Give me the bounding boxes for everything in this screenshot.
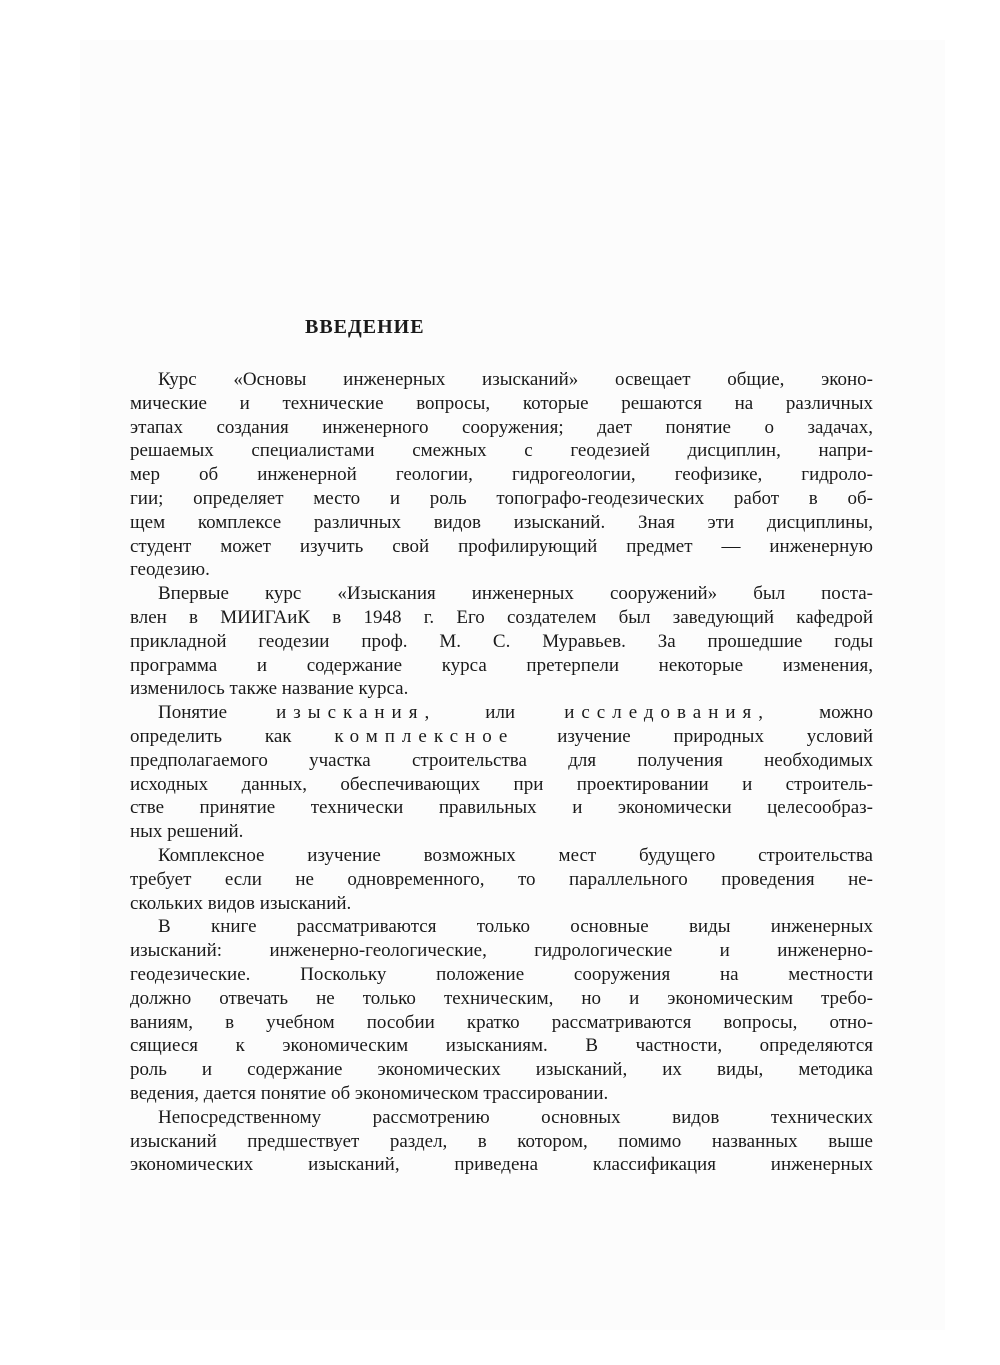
text-segment: изменилось также название курса. <box>130 678 409 700</box>
text-segment: предполагаемого участка строительства для получения необходимых <box>130 749 873 771</box>
text-segment: мер об инженерной геологии, гидрогеологии, геофизике, гидроло- <box>130 464 873 486</box>
emphasized-term: комплексное <box>334 725 515 747</box>
text-line <box>130 416 873 440</box>
text-segment: решаемых специалистами смежных с геодезией дисциплин, напри- <box>130 440 873 462</box>
text-segment: программа и содержание курса претерпели некоторые изменения, <box>130 654 873 676</box>
text-line <box>130 820 873 844</box>
text-line <box>130 439 873 463</box>
text-segment: исходных данных, обеспечивающих при проектировании и строитель- <box>130 773 873 795</box>
text-line <box>130 1130 873 1154</box>
text-line <box>130 582 873 606</box>
text-line <box>130 463 873 487</box>
body-text <box>130 368 873 1177</box>
text-line <box>130 535 873 559</box>
text-segment: Курс «Основы инженерных изысканий» освещает общие, эконо- <box>158 369 873 390</box>
text-segment: определить как <box>130 725 335 747</box>
text-line <box>130 915 873 939</box>
text-segment: изысканий предшествует раздел, в котором, помимо названных выше <box>130 1130 873 1152</box>
text-line <box>130 1153 873 1177</box>
text-segment: влен в МИИГАиК в 1948 г. Его создателем был заведующий кафедрой <box>130 606 873 628</box>
text-segment: роль и содержание экономических изысканий, их виды, методика <box>130 1059 873 1081</box>
text-line <box>130 701 873 725</box>
text-line <box>130 654 873 678</box>
text-segment: скольких видов изысканий. <box>130 892 352 914</box>
text-segment: должно отвечать не только техническим, но и экономическим требо- <box>130 987 873 1009</box>
text-line <box>130 1058 873 1082</box>
text-line <box>130 511 873 535</box>
text-segment: требует если не одновременного, то параллельного проведения не- <box>130 868 873 890</box>
emphasized-term: исследования, <box>564 702 771 724</box>
text-line <box>130 606 873 630</box>
text-segment: геодезические. Поскольку положение сооружения на местности <box>130 963 873 985</box>
text-segment: изысканий: инженерно-геологические, гидрологические и инженерно- <box>130 940 873 962</box>
text-line <box>130 1082 873 1106</box>
text-segment: стве принятие технически правильных и экономически целесообраз- <box>130 797 873 819</box>
text-line <box>130 1034 873 1058</box>
text-segment: можно <box>770 702 873 724</box>
text-line <box>130 796 873 820</box>
text-segment: изучение природных условий <box>514 725 873 747</box>
text-segment: гии; определяет место и роль топографо-геодезических работ в об- <box>130 487 873 509</box>
text-segment: ваниям, в учебном пособии кратко рассматриваются вопросы, отно- <box>130 1011 873 1033</box>
text-line <box>130 773 873 797</box>
text-line <box>130 868 873 892</box>
text-line <box>130 749 873 773</box>
text-segment: Впервые курс «Изыскания инженерных сооружений» был поста- <box>158 583 873 605</box>
text-line <box>130 725 873 749</box>
chapter-title: ВВЕДЕНИЕ <box>305 316 425 338</box>
text-line <box>130 368 873 392</box>
text-segment: или <box>436 702 565 724</box>
text-line <box>130 677 873 701</box>
text-line <box>130 558 873 582</box>
text-segment: Непосредственному рассмотрению основных видов технических <box>158 1106 873 1128</box>
text-segment: экономических изысканий, приведена классификация инженерных <box>130 1154 873 1176</box>
text-line <box>130 487 873 511</box>
text-segment: В книге рассматриваются только основные виды инженерных <box>158 916 873 938</box>
text-line <box>130 392 873 416</box>
text-segment: ведения, дается понятие об экономическом трассировании. <box>130 1082 609 1104</box>
text-line <box>130 1106 873 1130</box>
text-segment: этапах создания инженерного сооружения; дает понятие о задачах, <box>130 416 873 438</box>
text-segment: ных решений. <box>130 821 244 843</box>
text-line <box>130 1011 873 1035</box>
text-segment: Понятие <box>158 702 277 724</box>
text-line <box>130 844 873 868</box>
text-line <box>130 892 873 916</box>
text-line <box>130 939 873 963</box>
text-segment: Комплексное изучение возможных мест будущего строительства <box>158 844 873 866</box>
emphasized-term: изыскания, <box>276 702 437 724</box>
text-segment: студент может изучить свой профилирующий предмет — инженерную <box>130 535 873 557</box>
text-line <box>130 987 873 1011</box>
text-segment: щем комплексе различных видов изысканий. Зная эти дисциплины, <box>130 511 873 533</box>
text-segment: прикладной геодезии проф. М. С. Муравьев. За прошедшие годы <box>130 630 873 652</box>
text-line <box>130 963 873 987</box>
text-segment: мические и технические вопросы, которые решаются на различных <box>130 392 873 414</box>
text-segment: сящиеся к экономическим изысканиям. В частности, определяются <box>130 1035 873 1057</box>
text-segment: геодезию. <box>130 559 210 581</box>
text-line <box>130 630 873 654</box>
